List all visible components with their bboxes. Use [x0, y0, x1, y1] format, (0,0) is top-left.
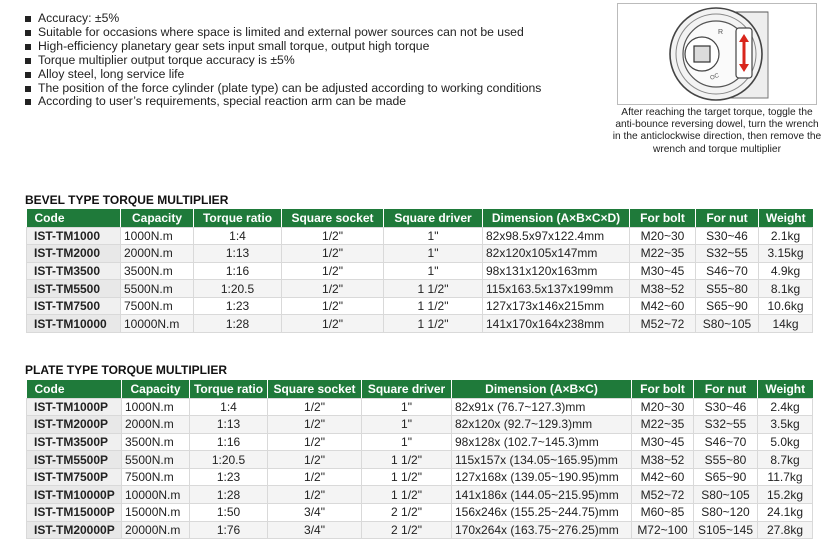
spec-cell: 1" — [362, 416, 452, 434]
plate-section-title: PLATE TYPE TORQUE MULTIPLIER — [25, 363, 228, 377]
table-row — [27, 521, 813, 539]
table-row — [27, 398, 813, 416]
column-header: Torque ratio — [194, 209, 282, 227]
spec-cell: 1/2" — [268, 398, 362, 416]
model-code-cell: IST-TM20000P — [27, 521, 122, 539]
spec-cell: 10.6kg — [759, 297, 813, 315]
spec-cell: 2000N.m — [122, 416, 190, 434]
header-row — [27, 209, 813, 227]
spec-cell: S30~46 — [694, 398, 758, 416]
spec-cell: 2 1/2" — [362, 504, 452, 522]
model-code-cell: IST-TM5500P — [27, 451, 122, 469]
spec-cell: 20000N.m — [122, 521, 190, 539]
spec-cell: 3/4" — [268, 504, 362, 522]
spec-cell: 2000N.m — [121, 245, 194, 263]
table-row — [27, 245, 813, 263]
spec-cell: 1/2" — [282, 315, 384, 333]
spec-cell: 1/2" — [268, 416, 362, 434]
model-code-cell: IST-TM5500 — [27, 280, 121, 298]
model-code-cell: IST-TM2000P — [27, 416, 122, 434]
spec-cell: 1/2" — [282, 262, 384, 280]
spec-cell: 8.7kg — [758, 451, 813, 469]
spec-cell: 1 1/2" — [384, 280, 483, 298]
spec-cell: 1/2" — [282, 297, 384, 315]
column-header: Square socket — [268, 380, 362, 398]
model-code-cell: IST-TM7500P — [27, 468, 122, 486]
spec-cell: 24.1kg — [758, 504, 813, 522]
spec-cell: 1:23 — [194, 297, 282, 315]
spec-cell: S30~46 — [696, 227, 759, 245]
figure-caption: After reaching the target torque, toggle the anti-bounce reversing dowel, turn the wrench in the anticlockwise direction, then remove the wrench and torque multiplier — [612, 107, 822, 155]
feature-item: Accuracy: ±5% — [24, 12, 604, 26]
spec-cell: 1 1/2" — [362, 468, 452, 486]
torque-multiplier-diagram — [618, 4, 816, 104]
spec-cell: M60~85 — [632, 504, 694, 522]
column-header: For nut — [694, 380, 758, 398]
spec-cell: M72~100 — [632, 521, 694, 539]
table-row — [27, 504, 813, 522]
spec-cell: 1:50 — [190, 504, 268, 522]
spec-cell: S46~70 — [696, 262, 759, 280]
table-row — [27, 416, 813, 434]
spec-cell: S65~90 — [696, 297, 759, 315]
model-code-cell: IST-TM10000 — [27, 315, 121, 333]
spec-cell: M30~45 — [632, 433, 694, 451]
spec-cell: 1/2" — [268, 468, 362, 486]
spec-cell: 1" — [362, 433, 452, 451]
spec-cell: 1:4 — [190, 398, 268, 416]
table-row — [27, 486, 813, 504]
spec-cell: M22~35 — [630, 245, 696, 263]
spec-cell: 1 1/2" — [384, 297, 483, 315]
spec-cell: 3/4" — [268, 521, 362, 539]
spec-cell: M22~35 — [632, 416, 694, 434]
spec-cell: 141x170x164x238mm — [483, 315, 630, 333]
spec-cell: S32~55 — [696, 245, 759, 263]
spec-cell: 1:13 — [194, 245, 282, 263]
spec-cell: 82x120x (92.7~129.3)mm — [452, 416, 632, 434]
feature-item: Torque multiplier output torque accuracy is ±5% — [24, 54, 604, 68]
spec-cell: 1" — [384, 227, 483, 245]
spec-cell: 10000N.m — [122, 486, 190, 504]
spec-cell: 15000N.m — [122, 504, 190, 522]
spec-cell: 1:76 — [190, 521, 268, 539]
spec-cell: S55~80 — [696, 280, 759, 298]
spec-cell: 7500N.m — [121, 297, 194, 315]
model-code-cell: IST-TM15000P — [27, 504, 122, 522]
spec-cell: 3500N.m — [121, 262, 194, 280]
column-header: For bolt — [632, 380, 694, 398]
feature-item: According to user’s requirements, special reaction arm can be made — [24, 95, 604, 109]
feature-item: Alloy steel, long service life — [24, 68, 604, 82]
spec-cell: 1:16 — [194, 262, 282, 280]
column-header: Square driver — [362, 380, 452, 398]
spec-cell: 98x128x (102.7~145.3)mm — [452, 433, 632, 451]
spec-cell: 1/2" — [282, 245, 384, 263]
model-code-cell: IST-TM1000P — [27, 398, 122, 416]
spec-cell: 27.8kg — [758, 521, 813, 539]
spec-cell: S80~120 — [694, 504, 758, 522]
spec-cell: 5.0kg — [758, 433, 813, 451]
spec-cell: 82x91x (76.7~127.3)mm — [452, 398, 632, 416]
spec-cell: 1 1/2" — [384, 315, 483, 333]
column-header: Weight — [759, 209, 813, 227]
table-row — [27, 451, 813, 469]
spec-cell: S80~105 — [696, 315, 759, 333]
column-header: Torque ratio — [190, 380, 268, 398]
spec-cell: 1000N.m — [121, 227, 194, 245]
model-code-cell: IST-TM1000 — [27, 227, 121, 245]
column-header: For bolt — [630, 209, 696, 227]
spec-cell: M30~45 — [630, 262, 696, 280]
spec-cell: 1/2" — [282, 280, 384, 298]
spec-cell: M38~52 — [630, 280, 696, 298]
spec-cell: 115x157x (134.05~165.95)mm — [452, 451, 632, 469]
column-header: Square driver — [384, 209, 483, 227]
spec-cell: 1/2" — [268, 486, 362, 504]
table-row — [27, 433, 813, 451]
spec-cell: S105~145 — [694, 521, 758, 539]
spec-cell: M42~60 — [630, 297, 696, 315]
model-code-cell: IST-TM2000 — [27, 245, 121, 263]
spec-cell: M38~52 — [632, 451, 694, 469]
column-header: Weight — [758, 380, 813, 398]
feature-list — [24, 12, 604, 109]
reversing-dowel-illustration — [617, 3, 817, 105]
spec-cell: 11.7kg — [758, 468, 813, 486]
spec-cell: M42~60 — [632, 468, 694, 486]
spec-cell: 1/2" — [268, 451, 362, 469]
spec-cell: 82x98.5x97x122.4mm — [483, 227, 630, 245]
spec-cell: 1:4 — [194, 227, 282, 245]
bevel-spec-table — [26, 209, 813, 333]
column-header: Code — [27, 380, 122, 398]
spec-cell: 5500N.m — [122, 451, 190, 469]
spec-cell: 1:16 — [190, 433, 268, 451]
spec-cell: 3.5kg — [758, 416, 813, 434]
spec-cell: 98x131x120x163mm — [483, 262, 630, 280]
spec-cell: 1000N.m — [122, 398, 190, 416]
table-row — [27, 468, 813, 486]
model-code-cell: IST-TM3500 — [27, 262, 121, 280]
table-row — [27, 315, 813, 333]
spec-cell: 156x246x (155.25~244.75)mm — [452, 504, 632, 522]
spec-cell: 82x120x105x147mm — [483, 245, 630, 263]
column-header: Capacity — [122, 380, 190, 398]
model-code-cell: IST-TM7500 — [27, 297, 121, 315]
spec-cell: 8.1kg — [759, 280, 813, 298]
column-header: For nut — [696, 209, 759, 227]
feature-item: The position of the force cylinder (plate type) can be adjusted according to working conditions — [24, 82, 604, 96]
column-header: Code — [27, 209, 121, 227]
spec-cell: 1/2" — [268, 433, 362, 451]
spec-cell: 15.2kg — [758, 486, 813, 504]
spec-cell: S32~55 — [694, 416, 758, 434]
spec-cell: 141x186x (144.05~215.95)mm — [452, 486, 632, 504]
dowel-label-bottom: OC — [709, 73, 721, 82]
spec-cell: 1:13 — [190, 416, 268, 434]
spec-cell: M52~72 — [632, 486, 694, 504]
spec-cell: 5500N.m — [121, 280, 194, 298]
spec-cell: M20~30 — [630, 227, 696, 245]
table-row — [27, 262, 813, 280]
spec-cell: 7500N.m — [122, 468, 190, 486]
spec-cell: 10000N.m — [121, 315, 194, 333]
column-header: Dimension (A×B×C×D) — [483, 209, 630, 227]
dowel-label-top: R — [718, 29, 724, 36]
spec-cell: 3500N.m — [122, 433, 190, 451]
spec-cell: 170x264x (163.75~276.25)mm — [452, 521, 632, 539]
column-header: Capacity — [121, 209, 194, 227]
column-header: Dimension (A×B×C) — [452, 380, 632, 398]
spec-cell: 127x168x (139.05~190.95)mm — [452, 468, 632, 486]
spec-cell: S55~80 — [694, 451, 758, 469]
spec-cell: 1:28 — [190, 486, 268, 504]
column-header: Square socket — [282, 209, 384, 227]
spec-cell: 1:20.5 — [190, 451, 268, 469]
table-row — [27, 280, 813, 298]
model-code-cell: IST-TM3500P — [27, 433, 122, 451]
header-row — [27, 380, 813, 398]
spec-cell: 127x173x146x215mm — [483, 297, 630, 315]
spec-cell: S46~70 — [694, 433, 758, 451]
spec-cell: 1:28 — [194, 315, 282, 333]
spec-cell: 1/2" — [282, 227, 384, 245]
spec-cell: 1 1/2" — [362, 451, 452, 469]
spec-cell: 2 1/2" — [362, 521, 452, 539]
spec-cell: M52~72 — [630, 315, 696, 333]
spec-cell: 1:23 — [190, 468, 268, 486]
spec-cell: 3.15kg — [759, 245, 813, 263]
spec-cell: 1:20.5 — [194, 280, 282, 298]
spec-cell: 14kg — [759, 315, 813, 333]
spec-cell: 2.4kg — [758, 398, 813, 416]
spec-cell: 2.1kg — [759, 227, 813, 245]
spec-cell: 1" — [384, 245, 483, 263]
spec-cell: 115x163.5x137x199mm — [483, 280, 630, 298]
spec-cell: 1" — [362, 398, 452, 416]
spec-cell: 4.9kg — [759, 262, 813, 280]
table-row — [27, 297, 813, 315]
spec-cell: 1 1/2" — [362, 486, 452, 504]
spec-cell: S80~105 — [694, 486, 758, 504]
bevel-section-title: BEVEL TYPE TORQUE MULTIPLIER — [25, 193, 229, 207]
plate-spec-table — [26, 380, 813, 539]
spec-cell: 1" — [384, 262, 483, 280]
feature-item: High-efficiency planetary gear sets input small torque, output high torque — [24, 40, 604, 54]
spec-cell: M20~30 — [632, 398, 694, 416]
model-code-cell: IST-TM10000P — [27, 486, 122, 504]
table-row — [27, 227, 813, 245]
feature-item: Suitable for occasions where space is limited and external power sources can not be used — [24, 26, 604, 40]
spec-cell: S65~90 — [694, 468, 758, 486]
